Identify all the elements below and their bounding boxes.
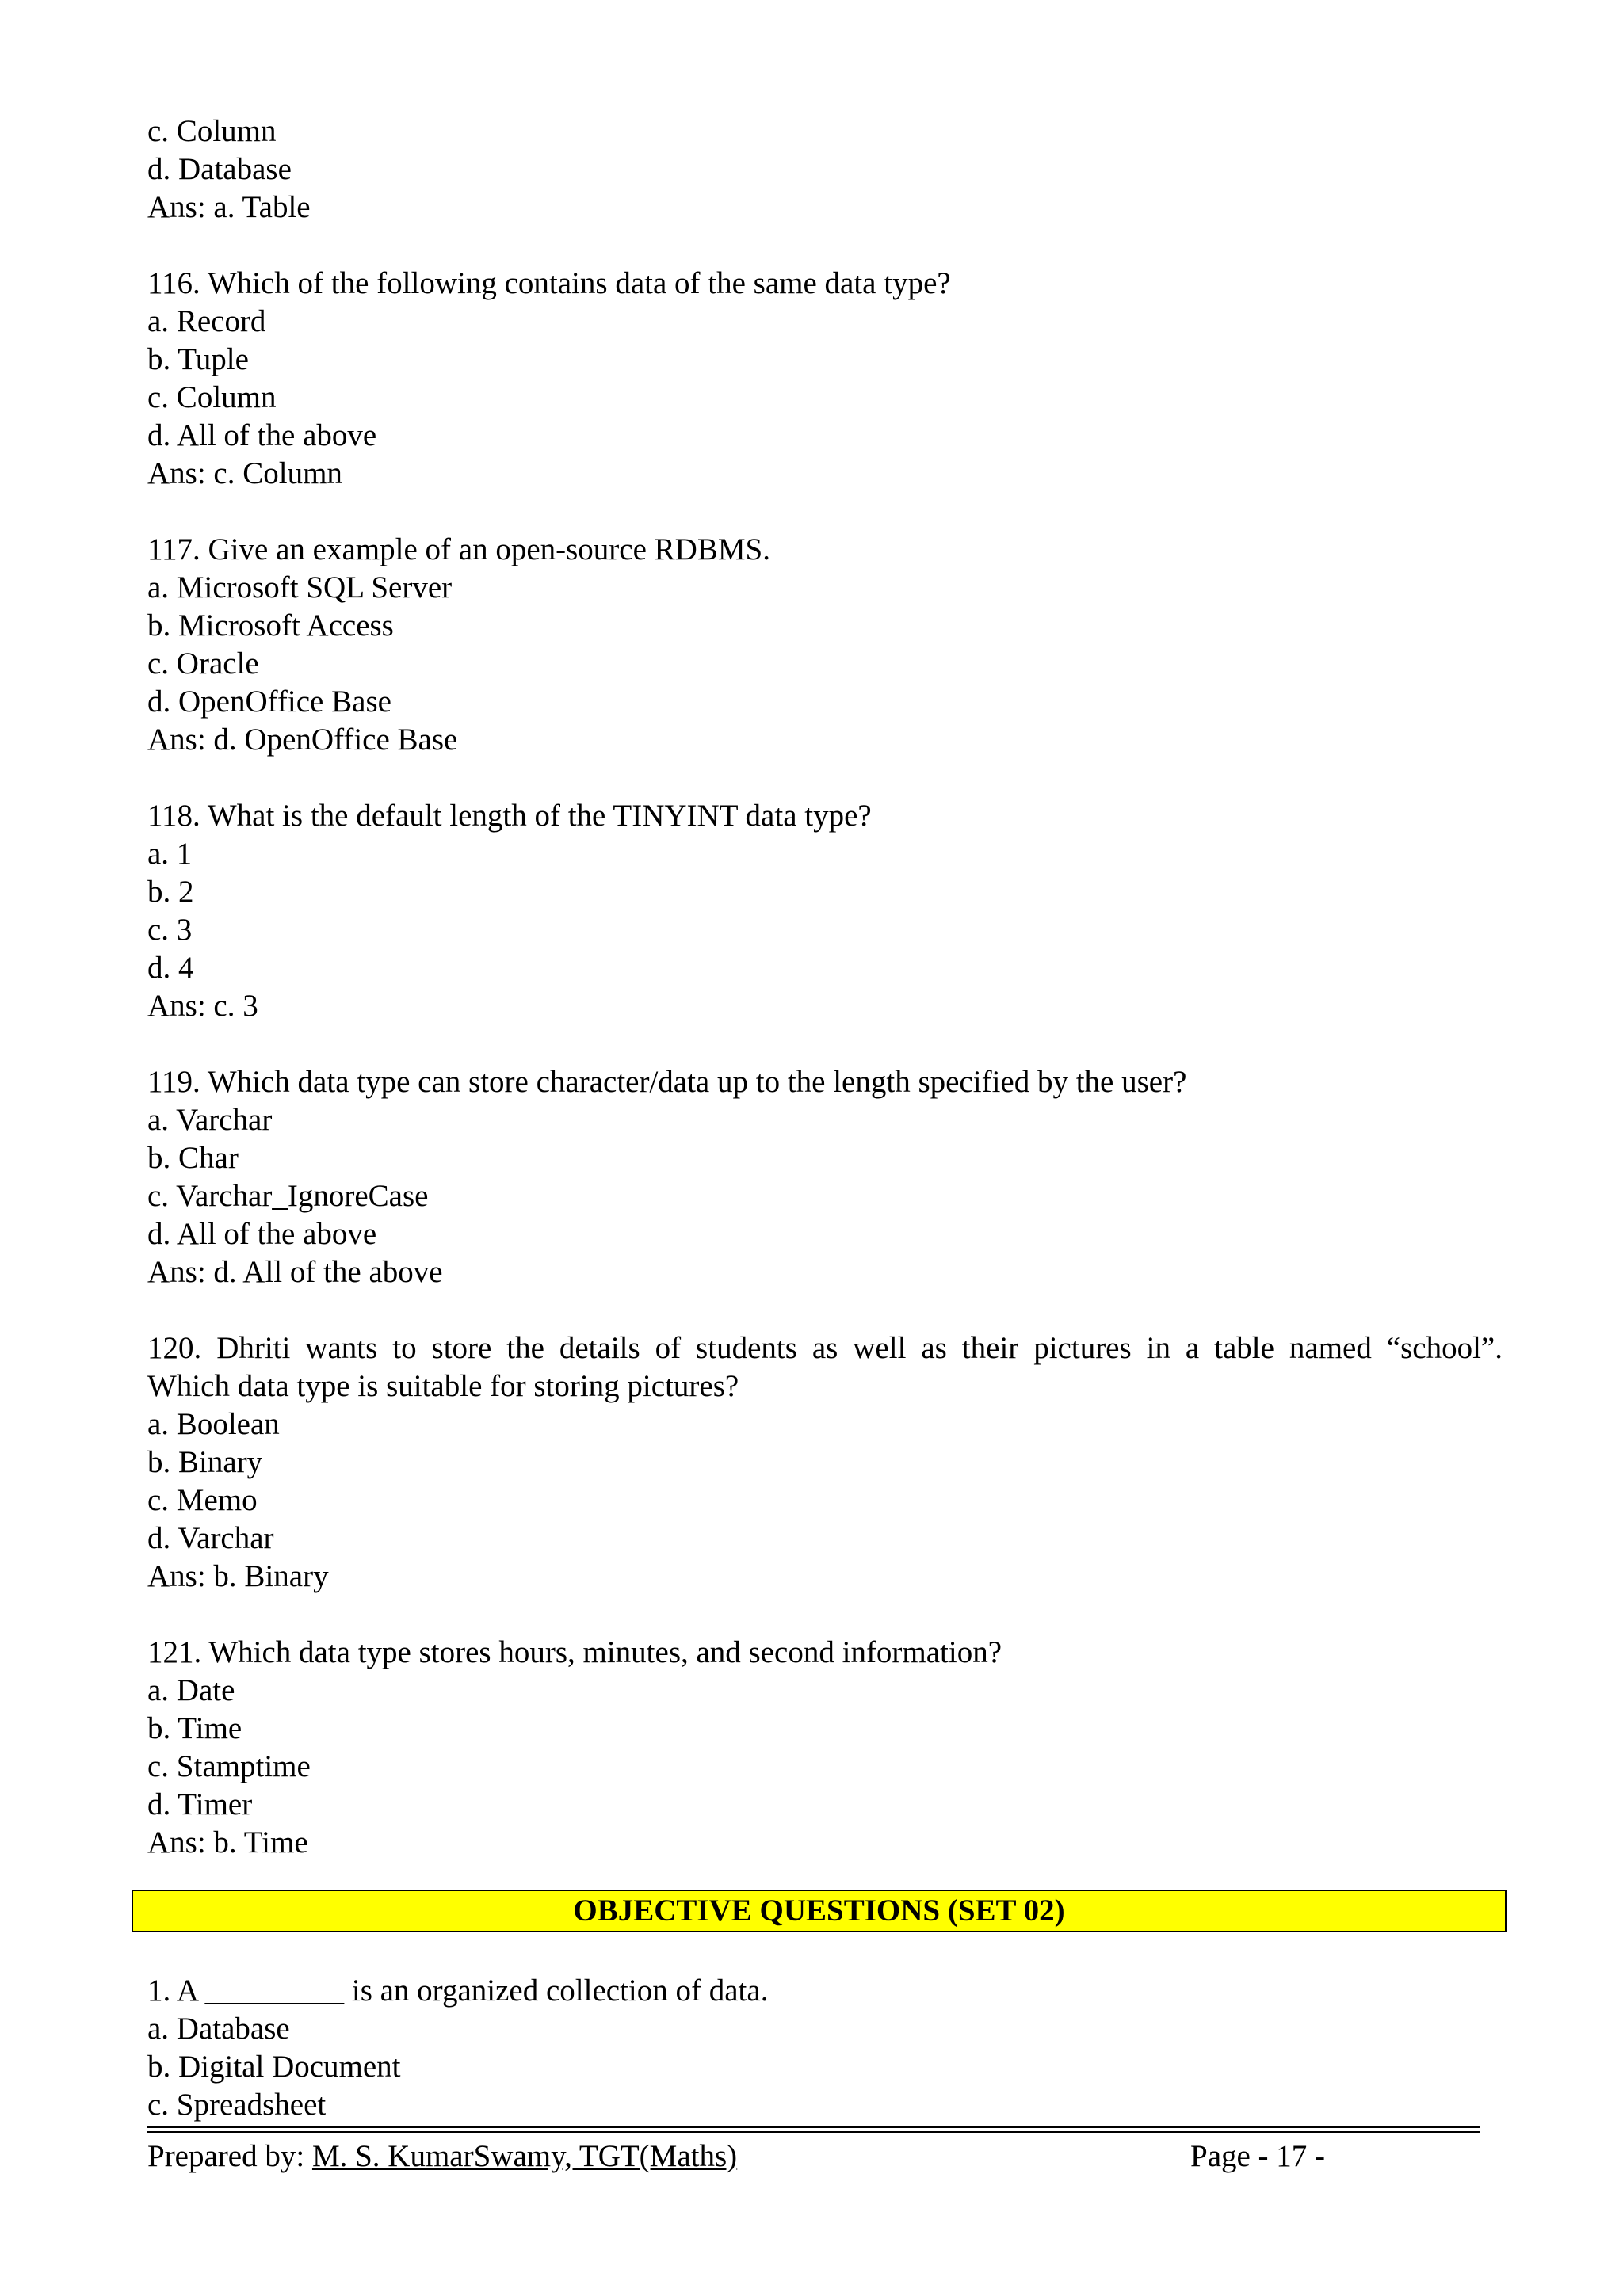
option-d: d. All of the above [147,418,377,452]
page-footer [147,2138,1480,2176]
set2-question-1 [147,1972,1503,2124]
option-c: c. Oracle [147,646,259,681]
option-a: a. 1 [147,837,193,871]
option-c: c. Memo [147,1483,258,1517]
question-text: 116. Which of the following contains data of the same data type? [147,266,951,300]
option-b: b. 2 [147,875,194,909]
question-text: 1. A _________ is an organized collection of data. [147,1974,769,2008]
option-c: c. Stamptime [147,1749,311,1783]
question-text: 119. Which data type can store character/data up to the length specified by the user? [147,1065,1187,1099]
option-b: b. Tuple [147,342,249,376]
option-a: a. Date [147,1673,235,1707]
option-line: c. Column [147,114,277,148]
option-c: c. Varchar_IgnoreCase [147,1179,429,1213]
question-text: 117. Give an example of an open-source RDBMS. [147,532,770,566]
answer-line: Ans: b. Binary [147,1559,329,1593]
option-b: b. Time [147,1711,242,1745]
section-banner: OBJECTIVE QUESTIONS (SET 02) [132,1890,1507,1932]
option-a: a. Database [147,2012,290,2046]
question-text: 121. Which data type stores hours, minutes, and second information? [147,1635,1002,1669]
question-119 [147,1063,1503,1291]
option-line: d. Database [147,152,292,186]
option-d: d. Timer [147,1787,253,1821]
option-a: a. Microsoft SQL Server [147,570,453,605]
footer-credit [147,2138,737,2176]
footer-author: M. S. KumarSwamy, TGT(Maths) [311,2139,738,2173]
question-118 [147,797,1503,1025]
question-list [147,113,1503,1862]
question-117 [147,531,1503,759]
footer-rule [147,2131,1480,2133]
option-b: b. Digital Document [147,2050,401,2084]
answer-line: Ans: c. 3 [147,989,258,1023]
option-d: d. All of the above [147,1217,377,1251]
option-b: b. Binary [147,1445,263,1479]
option-b: b. Char [147,1141,239,1175]
answer-line: Ans: a. Table [147,190,311,224]
option-c: c. 3 [147,913,193,947]
option-c: c. Column [147,380,277,414]
option-a: a. Record [147,304,266,338]
footer-rule [147,2126,1480,2128]
question-text: 118. What is the default length of the TINYINT data type? [147,799,872,833]
question-121 [147,1634,1503,1862]
question-116 [147,265,1503,493]
option-d: d. OpenOffice Base [147,685,391,719]
question-text-line2: Which data type is suitable for storing pictures? [147,1369,739,1403]
question-120 [147,1329,1503,1596]
option-c: c. Spreadsheet [147,2088,327,2122]
answer-line: Ans: d. All of the above [147,1255,443,1289]
option-d: d. Varchar [147,1521,274,1555]
option-b: b. Microsoft Access [147,608,394,643]
option-a: a. Boolean [147,1407,280,1441]
option-d: d. 4 [147,951,194,985]
answer-line: Ans: d. OpenOffice Base [147,723,458,757]
option-a: a. Varchar [147,1103,273,1137]
answer-line: Ans: c. Column [147,456,342,490]
footer-prefix: Prepared by: [147,2139,312,2173]
question-text-line1: 120. Dhriti wants to store the details of students as well as their pictures in a table named “school”. [147,1331,1503,1365]
answer-line: Ans: b. Time [147,1825,308,1859]
page-number: Page - 17 - [1190,2139,1326,2173]
